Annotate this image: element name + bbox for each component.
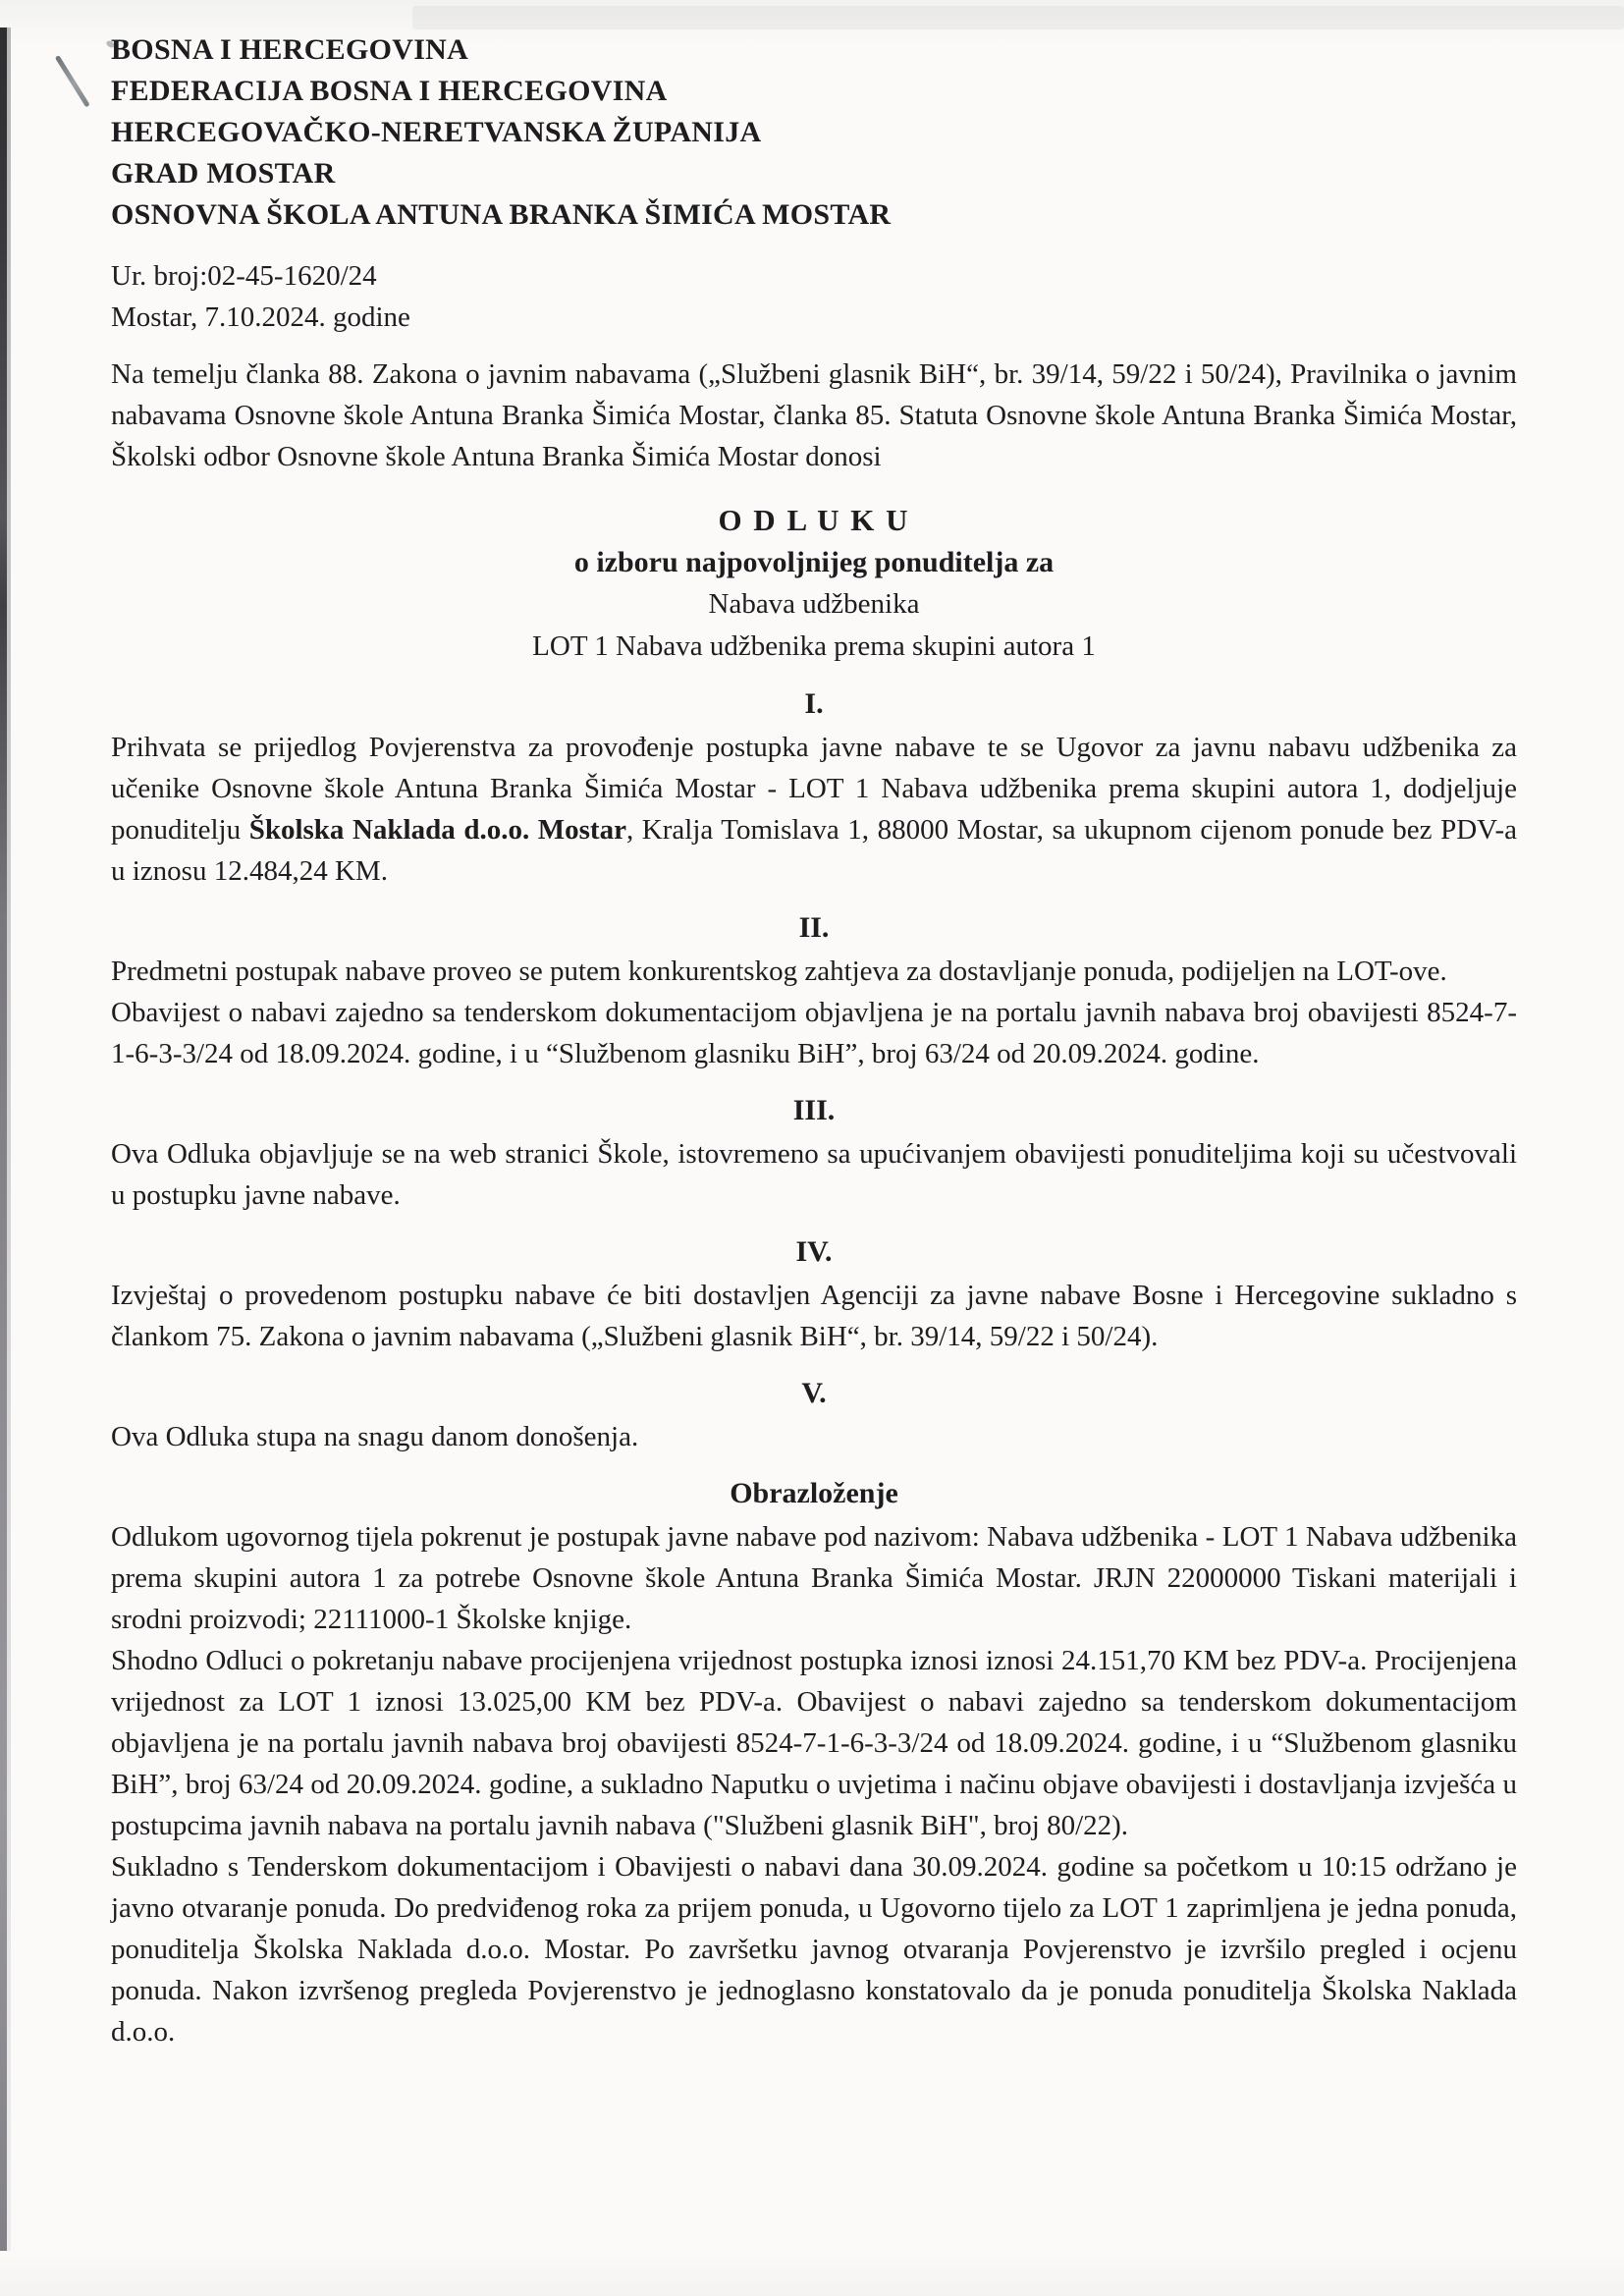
explanation-paragraph-1: Odlukom ugovornog tijela pokrenut je postupak javne nabave pod nazivom: Nabava udžbenika - LOT 1 Nabava udžbenika prema skupini autora 1 za potrebe Osnovne škole Antuna Branka Šimića Mostar. JRJN 22000000 Tiskani materijali i srodni proizvodi; 22111000-1 Školske knjige. <box>111 1521 1517 1635</box>
reference-number: Ur. broj:02-45-1620/24 <box>111 260 377 292</box>
decision-subject: Nabava udžbenika <box>708 588 920 620</box>
section-2 <box>111 907 1517 1074</box>
decision-title-block <box>111 499 1517 668</box>
section-4-number: IV. <box>795 1235 833 1268</box>
section-1-text-after-winner: , Kralja Tomislava 1, 88000 Mostar, sa ukupnom cijenom ponude bez PDV-a u iznosu 12.484,24 KM. <box>111 814 1517 887</box>
section-3-paragraph: Ova Odluka objavljuje se na web stranici Škole, istovremeno sa upućivanjem obavijesti ponuditeljima koji su učestvovali u postupku javne nabave. <box>111 1138 1517 1211</box>
decision-lot-line: LOT 1 Nabava udžbenika prema skupini autora 1 <box>532 630 1096 662</box>
letterhead-line-country: BOSNA I HERCEGOVINA <box>111 33 469 66</box>
section-3-number: III. <box>792 1094 836 1126</box>
explanation-section <box>111 1473 1517 2052</box>
legal-basis-paragraph: Na temelju članka 88. Zakona o javnim nabavama („Službeni glasnik BiH“, br. 39/14, 59/22 i 50/24), Pravilnika o javnim nabavama Osnovne škole Antuna Branka Šimića Mostar, članka 85. Statuta Osnovne škole Antuna Branka Šimića Mostar, Školski odbor Osnovne škole Antuna Branka Šimića Mostar donosi <box>111 358 1517 472</box>
section-5 <box>111 1373 1517 1457</box>
letterhead-line-city: GRAD MOSTAR <box>111 157 336 190</box>
decision-title: O D L U K U <box>718 503 910 537</box>
decision-subtitle: o izboru najpovoljnijeg ponuditelja za <box>573 546 1055 578</box>
section-5-paragraph: Ova Odluka stupa na snagu danom donošenja. <box>111 1421 639 1452</box>
letterhead-line-county: HERCEGOVAČKO-NERETVANSKA ŽUPANIJA <box>111 116 762 148</box>
scan-top-shadow-artifact <box>412 6 1624 29</box>
section-2-paragraph-2: Obavijest o nabavi zajedno sa tenderskom dokumentacijom objavljena je na portalu javnih nabava broj obavijesti 8524-7-1-6-3-3/24 od 18.09.2024. godine, i u “Službenom glasniku BiH”, broj 63/24 od 20.09.2024. godine. <box>111 997 1517 1069</box>
section-1-number: I. <box>804 687 824 720</box>
reference-block <box>111 255 1517 338</box>
section-4-paragraph: Izvještaj o provedenom postupku nabave će biti dostavljen Agenciji za javne nabave Bosne i Hercegovine sukladno s člankom 75. Zakona o javnim nabavama („Službeni glasnik BiH“, br. 39/14, 59/22 i 50/24). <box>111 1280 1517 1352</box>
section-4 <box>111 1231 1517 1357</box>
document-content <box>111 29 1517 2052</box>
place-date-line: Mostar, 7.10.2024. godine <box>111 301 410 333</box>
section-2-number: II. <box>798 911 830 944</box>
scan-edge-fade-artifact <box>7 27 11 2251</box>
letterhead-line-federation: FEDERACIJA BOSNA I HERCEGOVINA <box>111 75 668 107</box>
explanation-title: Obrazloženje <box>730 1477 898 1509</box>
letterhead-line-school: OSNOVNA ŠKOLA ANTUNA BRANKA ŠIMIĆA MOSTAR <box>111 198 892 231</box>
section-1 <box>111 683 1517 892</box>
winner-company-name: Školska Naklada d.o.o. Mostar <box>248 814 626 846</box>
section-5-number: V. <box>801 1377 827 1409</box>
letterhead <box>111 29 1517 236</box>
section-2-paragraph-1: Predmetni postupak nabave proveo se putem konkurentskog zahtjeva za dostavljanje ponuda, podijeljen na LOT-ove. <box>111 956 1447 987</box>
pen-mark-artifact <box>55 55 90 108</box>
scan-edge-artifact <box>0 27 7 2251</box>
section-1-paragraph <box>111 727 1517 892</box>
explanation-paragraph-2: Shodno Odluci o pokretanju nabave procijenjena vrijednost postupka iznosi iznosi 24.151,70 KM bez PDV-a. Procijenjena vrijednost za LOT 1 iznosi 13.025,00 KM bez PDV-a. Obavijest o nabavi zajedno sa tenderskom dokumentacijom objavljena je na portalu javnih nabava broj obavijesti 8524-7-1-6-3-3/24 od 18.09.2024. godine, i u “Službenom glasniku BiH”, broj 63/24 od 20.09.2024. godine, a sukladno Naputku o uvjetima i načinu objave obavijesti i dostavljanja izvješća u postupcima javnih nabava na portalu javnih nabava ("Službeni glasnik BiH", broj 80/22). <box>111 1645 1517 1841</box>
section-1-text-before-winner: Prihvata se prijedlog Povjerenstva za provođenje postupka javne nabave te se Ugovor za javnu nabavu udžbenika za učenike Osnovne škole Antuna Branka Šimića Mostar - LOT 1 Nabava udžbenika prema skupini autora 1, dodjeljuje ponuditelju <box>111 732 1517 846</box>
explanation-paragraph-3: Sukladno s Tenderskom dokumentacijom i Obavijesti o nabavi dana 30.09.2024. godine sa početkom u 10:15 održano je javno otvaranje ponuda. Do predviđenog roka za prijem ponuda, u Ugovorno tijelo za LOT 1 zaprimljena je jedna ponuda, ponuditelja Školska Naklada d.o.o. Mostar. Po završetku javnog otvaranja Povjerenstvo je izvršilo pregled i ocjenu ponuda. Nakon izvršenog pregleda Povjerenstvo je jednoglasno konstatovalo da je ponuda ponuditelja Školska Naklada d.o.o. <box>111 1851 1517 2048</box>
section-3 <box>111 1090 1517 1216</box>
